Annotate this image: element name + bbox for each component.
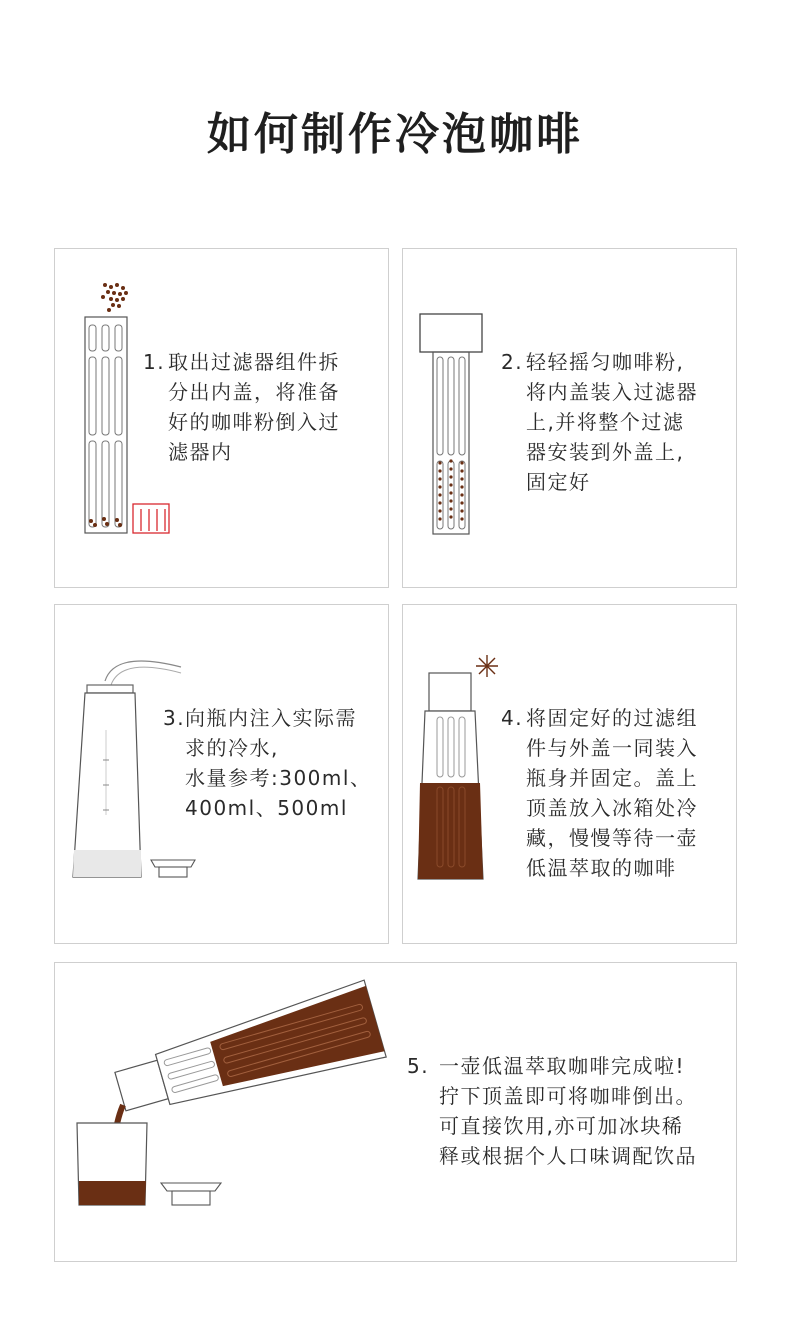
inner-lid-icon (133, 504, 169, 533)
step-description: 将固定好的过滤组 件与外盖一同装入 瓶身并固定。盖上 顶盖放入冰箱处冷 藏，慢慢等待一壶 低温萃取的咖啡 (526, 706, 698, 880)
step-card-1 (54, 248, 389, 588)
step-1-text (143, 347, 340, 467)
step-description: 向瓶内注入实际需 求的冷水, 水量参考:300ml、 400ml、500ml (185, 706, 372, 820)
step-description: 一壶低温萃取咖啡完成啦! 拧下顶盖即可将咖啡倒出。 可直接饮用,亦可加冰块稀 释或根据个人口味调配饮品 (439, 1054, 697, 1168)
page-title: 如何制作冷泡咖啡 (207, 109, 583, 160)
step-5-text (407, 1051, 697, 1171)
water-stream-icon (105, 661, 181, 681)
step-card-4 (402, 604, 737, 944)
step-number: 3. (163, 706, 186, 730)
step-card-5 (54, 962, 737, 1262)
snowflake-icon (476, 655, 498, 677)
step-number: 1. (143, 350, 166, 374)
step-number: 4. (501, 706, 524, 730)
step-description: 取出过滤器组件拆 分出内盖，将准备 好的咖啡粉倒入过 滤器内 (168, 350, 340, 464)
step-number: 2. (501, 350, 524, 374)
step-2-text (501, 347, 698, 497)
outer-cap-icon (420, 314, 482, 352)
step-number: 5. (407, 1054, 430, 1078)
coffee-grounds-icon (101, 283, 128, 312)
step-4-text (501, 703, 698, 883)
step-3-text (163, 703, 371, 823)
step-card-2 (402, 248, 737, 588)
step-card-3 (54, 604, 389, 944)
step-description: 轻轻摇匀咖啡粉, 将内盖装入过滤器 上,并将整个过滤 器安装到外盖上, 固定好 (526, 350, 698, 494)
